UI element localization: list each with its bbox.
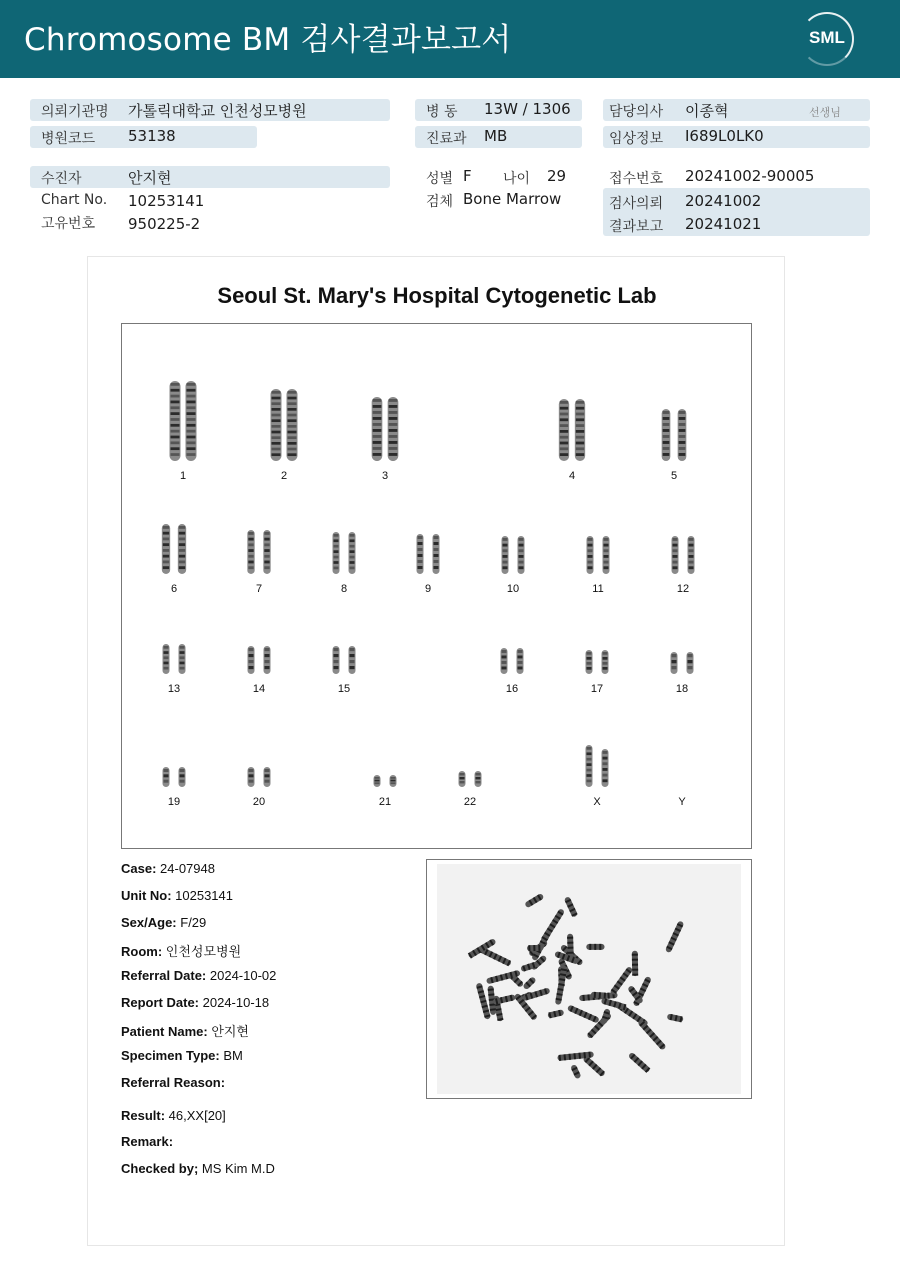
- hospital-code-label: 병원코드: [41, 131, 96, 147]
- chromosome-20-a: [248, 767, 255, 787]
- chart-label: Chart No.: [41, 192, 108, 208]
- sex-value: F: [463, 167, 472, 185]
- chromosome-label-18: 18: [675, 683, 689, 695]
- doctor-value: 이종혁: [685, 102, 729, 120]
- cytogenetic-report: [87, 256, 785, 1246]
- metaphase-chromosome: [522, 987, 551, 1001]
- detail-label: Remark:: [121, 1134, 174, 1149]
- chromosome-22-a: [459, 771, 466, 787]
- detail-value: 안지현: [207, 1024, 249, 1039]
- chromosome-label-X: X: [593, 796, 601, 808]
- age-value: 29: [547, 167, 567, 185]
- detail-value: 24-07948: [156, 861, 215, 876]
- detail-value: BM: [219, 1048, 243, 1063]
- doctor-label: 담당의사: [609, 104, 664, 120]
- patient-value: 안지현: [128, 169, 172, 187]
- report-header: [0, 0, 900, 78]
- metaphase-chromosome: [665, 920, 685, 953]
- detail-remark: [121, 1134, 173, 1149]
- metaphase-chromosome: [547, 1009, 564, 1018]
- detail-label: Patient Name:: [121, 1024, 208, 1039]
- metaphase-chromosome: [637, 1019, 666, 1051]
- chromosome-3-a: [372, 397, 383, 461]
- metaphase-chromosome: [522, 976, 536, 990]
- detail-value: MS Kim M.D: [198, 1161, 275, 1176]
- chromosome-label-10: 10: [506, 583, 520, 595]
- chromosome-label-22: 22: [463, 796, 477, 808]
- chromosome-label-7: 7: [255, 583, 263, 595]
- chromosome-8-a: [333, 532, 340, 574]
- chromosome-3-b: [388, 397, 399, 461]
- detail-label: Checked by;: [121, 1161, 199, 1176]
- chromosome-6-a: [162, 524, 170, 574]
- patient-label: 수진자: [41, 171, 82, 187]
- metaphase-chromosome: [527, 945, 544, 952]
- detail-referralreason: [121, 1075, 225, 1090]
- dept-value: MB: [484, 127, 508, 145]
- metaphase-chromosome: [520, 961, 538, 972]
- detail-value: 10253141: [171, 888, 233, 903]
- detail-sexage: [121, 915, 206, 930]
- chromosome-19-a: [163, 767, 170, 787]
- detail-result: [121, 1108, 226, 1123]
- chromosome-label-1: 1: [179, 470, 187, 482]
- chromosome-18-b: [687, 652, 694, 674]
- chromosome-label-17: 17: [590, 683, 604, 695]
- detail-label: Case:: [121, 861, 157, 876]
- metaphase-image: [437, 864, 741, 1094]
- detail-value: 2024-10-02: [206, 968, 277, 983]
- chromosome-label-21: 21: [378, 796, 392, 808]
- chromosome-11-a: [587, 536, 594, 574]
- karyotype-panel: [121, 323, 752, 849]
- chromosome-22-b: [475, 771, 482, 787]
- detail-label: Sex/Age:: [121, 915, 177, 930]
- sex-label: 성별: [426, 171, 454, 187]
- detail-case: [121, 861, 215, 876]
- report-date-value: 20241021: [685, 215, 762, 233]
- chromosome-14-a: [248, 646, 255, 674]
- chromosome-label-12: 12: [676, 583, 690, 595]
- specimen-label: 검체: [426, 194, 454, 210]
- chromosome-4-b: [575, 399, 585, 461]
- chromosome-13-b: [179, 644, 186, 674]
- hospital-code-value: 53138: [128, 127, 176, 145]
- report-date-label: 결과보고: [609, 219, 664, 235]
- chromosome-label-20: 20: [252, 796, 266, 808]
- institution-label: 의뢰기관명: [41, 104, 109, 120]
- institution-value: 가톨릭대학교 인천성모병원: [128, 102, 307, 120]
- metaphase-chromosome: [586, 944, 604, 950]
- clinical-label: 임상정보: [609, 131, 664, 147]
- detail-patientname: [121, 1021, 249, 1040]
- chromosome-8-b: [349, 532, 356, 574]
- doctor-suffix: 선생님: [809, 106, 841, 119]
- metaphase-chromosome: [570, 1064, 581, 1079]
- chromosome-13-a: [163, 644, 170, 674]
- chromosome-12-a: [672, 536, 679, 574]
- chromosome-label-13: 13: [167, 683, 181, 695]
- chromosome-label-15: 15: [337, 683, 351, 695]
- detail-room: [121, 941, 241, 960]
- detail-label: Referral Reason:: [121, 1075, 226, 1090]
- metaphase-chromosome: [667, 1013, 684, 1022]
- logo-text: SML: [809, 28, 845, 47]
- clinical-value: I689L0LK0: [685, 127, 764, 145]
- detail-label: Specimen Type:: [121, 1048, 220, 1063]
- id-label: 고유번호: [41, 216, 96, 232]
- metaphase-chromosome: [555, 965, 568, 1005]
- chromosome-label-9: 9: [424, 583, 432, 595]
- chromosome-16-b: [517, 648, 524, 674]
- report-title: Chromosome BM 검사결과보고서: [24, 22, 512, 58]
- chromosome-label-11: 11: [592, 583, 604, 595]
- id-value: 950225-2: [128, 215, 201, 233]
- metaphase-chromosome: [632, 951, 638, 976]
- chromosome-6-b: [178, 524, 186, 574]
- detail-label: Report Date:: [121, 995, 200, 1010]
- detail-referraldate: [121, 968, 276, 983]
- metaphase-spread: [437, 864, 741, 1094]
- specimen-value: Bone Marrow: [463, 190, 562, 208]
- chromosome-label-8: 8: [340, 583, 348, 595]
- ward-label: 병 동: [426, 104, 458, 120]
- chromosome-16-a: [501, 648, 508, 674]
- chromosome-15-b: [349, 646, 356, 674]
- metaphase-chromosome: [591, 992, 608, 999]
- detail-value: 2024-10-18: [199, 995, 270, 1010]
- metaphase-chromosome: [628, 1052, 651, 1074]
- chromosome-11-b: [603, 536, 610, 574]
- sml-logo: [800, 12, 854, 66]
- detail-specimentype: [121, 1048, 243, 1063]
- chromosome-label-16: 16: [505, 683, 519, 695]
- metaphase-chromosome: [524, 893, 544, 908]
- chromosome-label-19: 19: [167, 796, 181, 808]
- chromosome-2-b: [287, 389, 298, 461]
- chromosome-21-a: [374, 775, 381, 787]
- metaphase-panel: [426, 859, 752, 1099]
- chart-value: 10253141: [128, 192, 205, 210]
- chromosome-label-3: 3: [381, 470, 389, 482]
- chromosome-10-b: [518, 536, 525, 574]
- chromosome-7-a: [247, 530, 254, 574]
- chromosome-19-b: [179, 767, 186, 787]
- chromosome-17-a: [586, 650, 593, 674]
- chromosome-label-4: 4: [568, 470, 576, 482]
- chromosome-label-6: 6: [170, 583, 178, 595]
- detail-value: F/29: [176, 915, 207, 930]
- chromosome-label-14: 14: [252, 683, 266, 695]
- metaphase-chromosome: [492, 994, 516, 1005]
- chromosome-12-b: [688, 536, 695, 574]
- chromosome-9-b: [433, 534, 440, 574]
- detail-label: Room:: [121, 944, 163, 959]
- detail-label: Unit No:: [121, 888, 172, 903]
- detail-unitno: [121, 888, 233, 903]
- detail-value: 인천성모병원: [162, 944, 242, 959]
- karyotype-image: [122, 324, 751, 848]
- chromosome-X-a: [586, 745, 593, 787]
- lab-title: Seoul St. Mary's Hospital Cytogenetic Lab: [217, 283, 657, 308]
- chromosome-4-a: [559, 399, 569, 461]
- request-label: 검사의뢰: [609, 196, 664, 212]
- detail-reportdate: [121, 995, 269, 1010]
- metaphase-chromosome: [601, 998, 627, 1011]
- metaphase-chromosome: [567, 1004, 600, 1023]
- chromosome-1-b: [186, 381, 197, 461]
- chromosome-X-b: [602, 749, 609, 787]
- metaphase-chromosome: [582, 1055, 606, 1077]
- chromosome-5-a: [662, 409, 671, 461]
- receipt-value: 20241002-90005: [685, 167, 815, 185]
- chromosome-7-b: [263, 530, 270, 574]
- chromosome-14-b: [264, 646, 271, 674]
- patient-row: [30, 166, 390, 188]
- chromosome-label-2: 2: [280, 470, 288, 482]
- request-value: 20241002: [685, 192, 762, 210]
- chromosome-21-b: [390, 775, 397, 787]
- chromosome-15-a: [333, 646, 340, 674]
- metaphase-chromosome: [540, 908, 565, 943]
- chromosome-18-a: [671, 652, 678, 674]
- detail-label: Referral Date:: [121, 968, 207, 983]
- chromosome-label-5: 5: [670, 470, 678, 482]
- metaphase-chromosome: [564, 896, 578, 918]
- chromosome-label-Y: Y: [678, 796, 686, 808]
- detail-checkedby: [121, 1161, 275, 1176]
- chromosome-2-a: [271, 389, 282, 461]
- ward-value: 13W / 1306: [484, 100, 571, 118]
- receipt-label: 접수번호: [609, 171, 664, 187]
- dept-label: 진료과: [426, 131, 467, 147]
- chromosome-5-b: [678, 409, 687, 461]
- detail-value: 46,XX[20]: [165, 1108, 226, 1123]
- chromosome-9-a: [417, 534, 424, 574]
- chromosome-20-b: [264, 767, 271, 787]
- chromosome-10-a: [502, 536, 509, 574]
- detail-label: Result:: [121, 1108, 166, 1123]
- age-label: 나이: [503, 171, 531, 187]
- chromosome-17-b: [602, 650, 609, 674]
- chromosome-1-a: [170, 381, 181, 461]
